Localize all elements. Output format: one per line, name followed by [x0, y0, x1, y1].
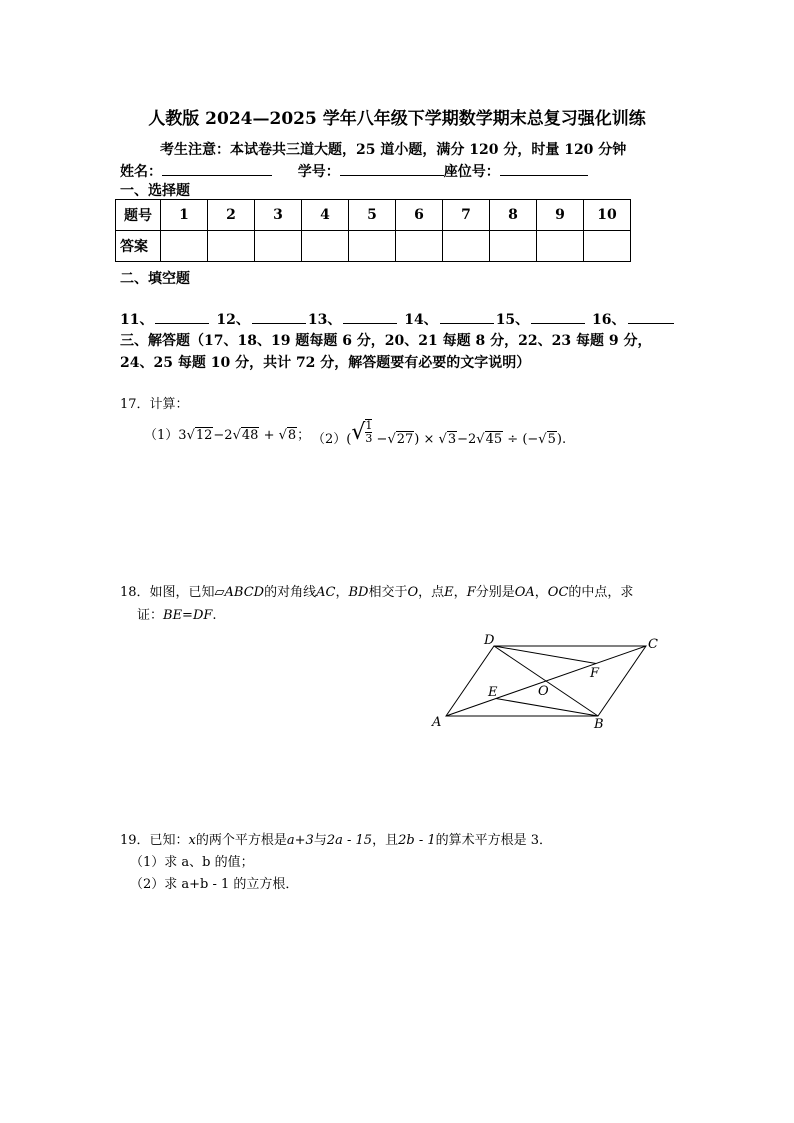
section3-title-cont: 24、25 每题 10 分，共计 72 分，解答题要有必要的文字说明）	[120, 355, 531, 371]
answer-cell[interactable]	[443, 231, 490, 262]
fill-blank[interactable]	[440, 311, 494, 324]
var: AC	[316, 585, 336, 600]
fill-blank[interactable]	[155, 311, 209, 324]
radicand: 8	[287, 428, 297, 443]
numerator: 1	[365, 418, 373, 432]
paren: )	[414, 432, 420, 447]
radicand: 3	[447, 432, 457, 447]
question-number: 8	[490, 200, 537, 231]
var: OC	[547, 585, 569, 600]
radicand: 27	[396, 432, 414, 447]
table-row	[116, 200, 631, 231]
op: ×	[423, 432, 435, 447]
answer-table	[115, 199, 631, 262]
text: 18．如图，已知▱	[120, 585, 225, 600]
var: F	[466, 585, 476, 600]
point-label-f: F	[590, 666, 600, 681]
text: ，	[453, 585, 467, 600]
id-blank[interactable]	[340, 163, 444, 176]
section2-title: 二、填空题	[120, 271, 190, 287]
name-blank[interactable]	[162, 163, 272, 176]
q17-part1: （1）3√12−2√48 + √8；	[144, 428, 311, 443]
answer-cell[interactable]	[161, 231, 208, 262]
point-label-c: C	[648, 637, 658, 652]
radicand: 5	[547, 432, 556, 447]
q18-line1	[120, 581, 633, 600]
fill-item-label: 11、	[120, 312, 154, 328]
diagonal-bd	[494, 646, 598, 716]
fill-blank[interactable]	[531, 311, 585, 324]
paren: )	[556, 432, 562, 447]
answer-cell[interactable]	[255, 231, 302, 262]
student-info-line	[120, 161, 588, 181]
punct: ；	[297, 428, 311, 443]
point-label-d: D	[484, 633, 495, 648]
denominator: 3	[365, 431, 373, 445]
part-label: （2）	[312, 432, 347, 447]
punct: .	[561, 432, 567, 447]
radicand: 12	[195, 428, 213, 443]
paren: (−	[522, 432, 539, 447]
text: 的对角线	[264, 585, 317, 600]
var: BD	[348, 585, 369, 600]
q19-part2: （2）求 a+b - 1 的立方根．	[130, 877, 299, 892]
seat-blank[interactable]	[500, 163, 588, 176]
seat-label: 座位号：	[443, 164, 500, 180]
text: 的中点，求	[568, 585, 634, 600]
op: ÷	[507, 432, 519, 447]
section1-title: 一、选择题	[120, 183, 190, 199]
var: x	[188, 833, 196, 848]
table-row	[116, 231, 631, 262]
point-label-e: E	[488, 685, 498, 700]
fill-item-label: 12、	[216, 312, 250, 328]
answer-cell[interactable]	[396, 231, 443, 262]
q18-line2	[137, 604, 217, 623]
fill-blank[interactable]	[628, 311, 674, 324]
question-number: 10	[584, 200, 631, 231]
question-number: 2	[208, 200, 255, 231]
part-label: （1）	[144, 428, 179, 443]
answer-cell[interactable]	[537, 231, 584, 262]
question-number: 3	[255, 200, 302, 231]
row-label-answer: 答案	[116, 231, 161, 262]
text: 分别是	[475, 585, 515, 600]
parallelogram-figure	[428, 628, 668, 738]
op: −	[376, 432, 388, 447]
radicand: 45	[485, 432, 503, 447]
question-number: 4	[302, 200, 349, 231]
fill-item-label: 14、	[404, 312, 438, 328]
text: ，点	[418, 585, 445, 600]
question-number: 7	[443, 200, 490, 231]
q19-part1: （1）求 a、b 的值；	[130, 855, 254, 870]
expr: 2a - 15	[326, 833, 373, 848]
row-label-number: 题号	[116, 200, 161, 231]
expr: a+3	[286, 833, 314, 848]
var: E	[444, 585, 454, 600]
text: ，	[534, 585, 548, 600]
answer-cell[interactable]	[584, 231, 631, 262]
text: ，且	[372, 833, 399, 848]
page-title: 人教版 2024—2025 学年八年级下学期数学期末总复习强化训练	[148, 109, 646, 129]
fill-blank[interactable]	[343, 311, 397, 324]
segment-df	[494, 646, 596, 664]
text: ，	[335, 585, 349, 600]
text: 相交于	[368, 585, 408, 600]
answer-cell[interactable]	[302, 231, 349, 262]
q19-stem	[120, 829, 552, 848]
fill-in-line	[120, 309, 676, 329]
var: OA	[514, 585, 535, 600]
coef: 3	[178, 428, 187, 443]
exam-notice: 考生注意：本试卷共三道大题，25 道小题，满分 120 分，时量 120 分钟	[160, 142, 627, 158]
segment-be	[496, 699, 598, 717]
text: .	[212, 608, 217, 623]
answer-cell[interactable]	[349, 231, 396, 262]
q17-part2: （2）(√ $\frac{1}{3}$ −√27) × √3−2√45 ÷ (−√5).	[312, 418, 567, 447]
radicand: 48	[241, 428, 259, 443]
question-number: 5	[349, 200, 396, 231]
name-label: 姓名：	[120, 164, 162, 180]
text: 19．已知：	[120, 833, 189, 848]
text: 的两个平方根是	[195, 833, 287, 848]
text: 与	[313, 833, 327, 848]
point-label-a: A	[432, 715, 442, 730]
var: ABCD	[224, 585, 265, 600]
question-number: 6	[396, 200, 443, 231]
answer-cell[interactable]	[490, 231, 537, 262]
text: 的算术平方根是 3．	[435, 833, 553, 848]
text: 证：	[137, 608, 164, 623]
point-label-o: O	[538, 684, 549, 699]
expr: 2b - 1	[398, 833, 436, 848]
paren: (	[346, 432, 352, 447]
op: +	[263, 428, 275, 443]
section3-title: 三、解答题（17、18、19 题每题 6 分，20、21 每题 8 分，22、23 每题 9 分，	[120, 333, 652, 349]
var: O	[407, 585, 419, 600]
answer-cell[interactable]	[208, 231, 255, 262]
point-label-b: B	[594, 717, 604, 732]
op: −2	[457, 432, 477, 447]
question-number: 1	[161, 200, 208, 231]
fill-item-label: 13、	[307, 312, 342, 328]
q17-stem: 17．计算：	[120, 397, 189, 412]
fill-blank[interactable]	[252, 311, 306, 324]
fill-item-label: 16、	[592, 312, 626, 328]
op: −2	[213, 428, 233, 443]
question-number: 9	[537, 200, 584, 231]
id-label: 学号：	[297, 164, 340, 180]
fill-item-label: 15、	[495, 312, 530, 328]
var: BE=DF	[163, 608, 213, 623]
